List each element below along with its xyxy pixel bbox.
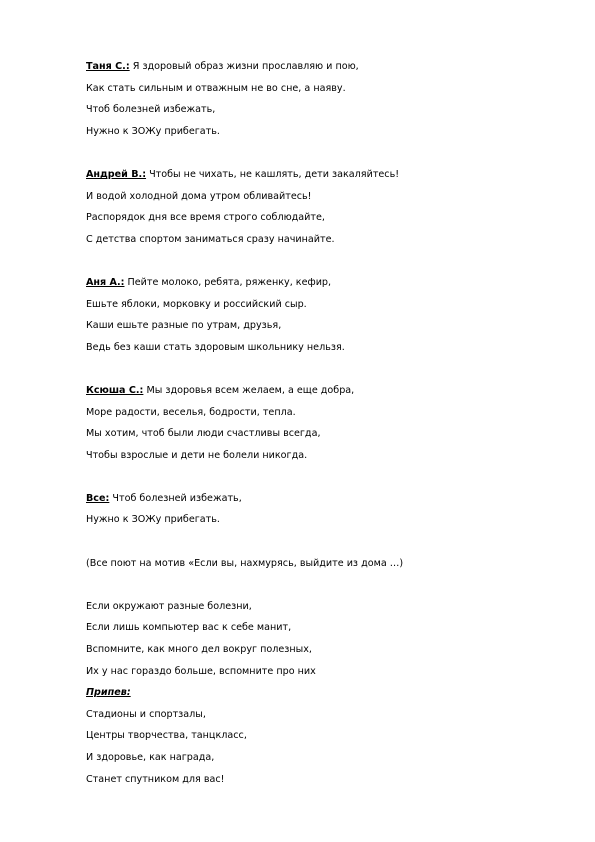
- document-page: [86, 56, 566, 790]
- song-line: Если лишь компьютер вас к себе манит,: [86, 622, 292, 634]
- verse-line: И водой холодной дома утром обливайтесь!: [86, 190, 312, 202]
- speaker-name: Аня А.:: [86, 276, 125, 288]
- verse-line: [86, 272, 566, 294]
- verse-line: С детства спортом заниматься сразу начинайте.: [86, 233, 335, 245]
- line-text: Чтобы не чихать, не кашлять, дети закаляйтесь!: [149, 168, 400, 180]
- speaker-name: Андрей В.:: [86, 168, 147, 180]
- verse-line: Чтоб болезней избежать,: [86, 104, 216, 116]
- chorus-label: Припев:: [86, 687, 131, 699]
- blank-line: [86, 531, 566, 553]
- blank-line: [86, 358, 566, 380]
- verse-line: Распорядок дня все время строго соблюдайте,: [86, 212, 325, 224]
- verse-line: Мы хотим, чтоб были люди счастливы всегда,: [86, 428, 321, 440]
- blank-line: [86, 142, 566, 164]
- stage-direction: (Все поют на мотив «Если вы, нахмурясь, выйдите из дома …): [86, 557, 404, 569]
- verse-line: Море радости, веселья, бодрости, тепла.: [86, 406, 296, 418]
- speaker-name: Все:: [86, 492, 110, 504]
- verse-line: [86, 56, 566, 78]
- chorus-heading: [86, 682, 566, 704]
- verse-line: [86, 380, 566, 402]
- verse-line: Нужно к ЗОЖу прибегать.: [86, 514, 220, 526]
- verse-line: Нужно к ЗОЖу прибегать.: [86, 125, 220, 137]
- song-line: Станет спутником для вас!: [86, 773, 225, 785]
- song-line: Если окружают разные болезни,: [86, 600, 252, 612]
- verse-line: [86, 488, 566, 510]
- song-line: Вспомните, как много дел вокруг полезных,: [86, 644, 312, 656]
- song-line: Стадионы и спортзалы,: [86, 708, 206, 720]
- song-line: Центры творчества, танцкласс,: [86, 730, 247, 742]
- line-text: Мы здоровья всем желаем, а еще добра,: [146, 384, 355, 396]
- blank-line: [86, 574, 566, 596]
- verse-line: Как стать сильным и отважным не во сне, а наяву.: [86, 82, 346, 94]
- verse-line: Ведь без каши стать здоровым школьнику нельзя.: [86, 341, 345, 353]
- verse-line: [86, 164, 566, 186]
- verse-line: Чтобы взрослые и дети не болели никогда.: [86, 449, 308, 461]
- line-text: Я здоровый образ жизни прославляю и пою,: [132, 61, 359, 72]
- song-line: Их у нас гораздо больше, вспомните про них: [86, 665, 316, 677]
- line-text: Чтоб болезней избежать,: [112, 492, 242, 504]
- speaker-name: Ксюша С.:: [86, 384, 144, 396]
- verse-line: Ешьте яблоки, морковку и российский сыр.: [86, 298, 307, 310]
- blank-line: [86, 250, 566, 272]
- speaker-name: Таня С.:: [86, 61, 130, 72]
- song-line: И здоровье, как награда,: [86, 752, 215, 763]
- verse-line: Каши ешьте разные по утрам, друзья,: [86, 320, 282, 332]
- line-text: Пейте молоко, ребята, ряженку, кефир,: [127, 276, 332, 288]
- blank-line: [86, 466, 566, 488]
